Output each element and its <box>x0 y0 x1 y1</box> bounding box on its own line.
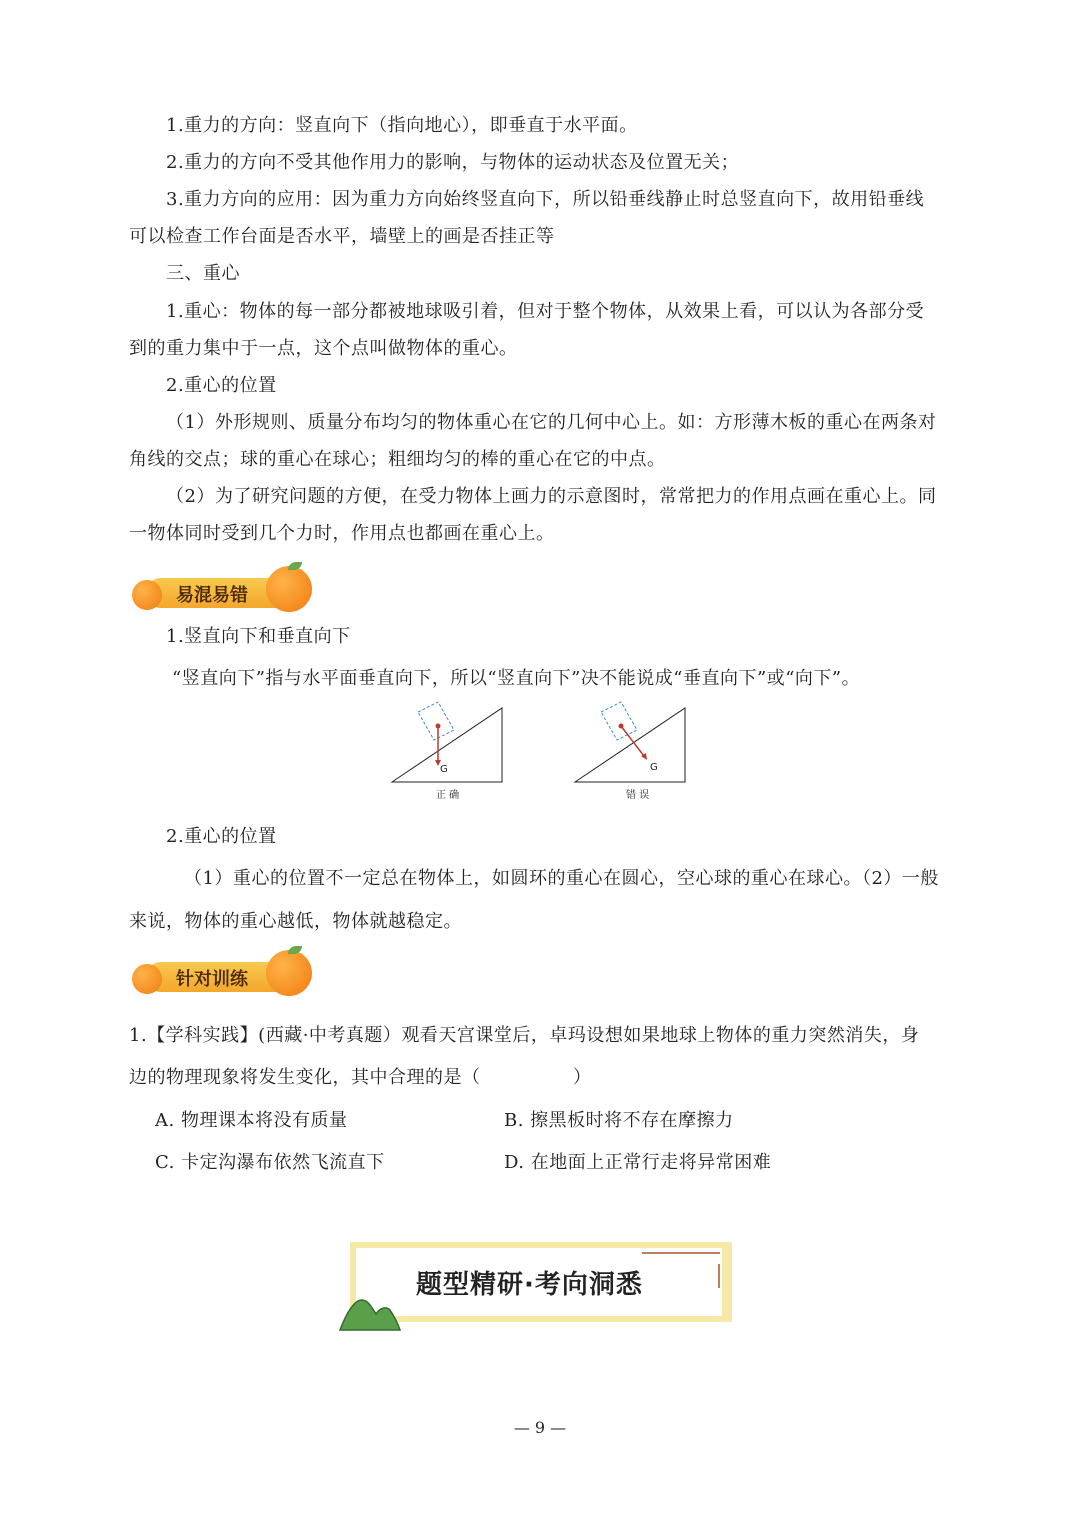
force-label: G <box>650 762 658 773</box>
figure-wrong <box>575 702 685 801</box>
badge-targeted-practice <box>132 958 312 996</box>
confuse-item2-line2: 来说，物体的重心越低，物体就越稳定。 <box>129 911 462 932</box>
badge-confusing-label: 易混易错 <box>176 585 248 606</box>
orange-icon <box>266 950 312 996</box>
wrong-force-arrow <box>621 726 644 756</box>
paragraph-gravity-application-cont: 可以检查工作台面是否水平，墙壁上的画是否挂正等 <box>129 226 555 247</box>
heading-center-of-gravity: 三、重心 <box>166 263 240 284</box>
question1-line2: 边的物理现象将发生变化，其中合理的是（ ） <box>129 1067 592 1088</box>
option-d: D. 在地面上正常行走将异常困难 <box>504 1152 772 1173</box>
badge-confusing-points <box>132 574 312 612</box>
page-number: — 9 — <box>513 1418 567 1437</box>
option-c: C. 卡定沟瀑布依然飞流直下 <box>155 1152 385 1173</box>
confuse-item1-title: 1.竖直向下和垂直向下 <box>166 626 351 647</box>
option-b: B. 擦黑板时将不存在摩擦力 <box>504 1110 734 1131</box>
paragraph-cog-force-diagram-cont: 一物体同时受到几个力时，作用点也都画在重心上。 <box>129 523 555 544</box>
orange-icon <box>132 580 162 610</box>
block-rect <box>601 702 637 740</box>
orange-icon <box>266 566 312 612</box>
confuse-item2-line1: （1）重心的位置不一定总在物体上，如圆环的重心在圆心，空心球的重心在球心。（2）一般 <box>184 868 939 889</box>
paragraph-cog-definition: 1.重心：物体的每一部分都被地球吸引着，但对于整个物体，从效果上看，可以认为各部分受 <box>166 301 925 322</box>
center-of-gravity-dot <box>436 724 441 729</box>
paragraph-gravity-application: 3.重力方向的应用：因为重力方向始终竖直向下，所以铅垂线静止时总竖直向下，故用铅垂线 <box>166 189 925 210</box>
gravity-direction-figure <box>390 700 690 806</box>
block-rect <box>418 702 454 740</box>
option-a: A. 物理课本将没有质量 <box>155 1110 348 1131</box>
incline-triangle <box>575 708 685 782</box>
banner-accent-line <box>718 1264 720 1288</box>
banner-accent-line <box>642 1252 720 1254</box>
paragraph-gravity-independent: 2.重力的方向不受其他作用力的影响，与物体的运动状态及位置无关； <box>166 152 740 173</box>
badge-practice-label: 针对训练 <box>176 969 248 990</box>
force-label: G <box>440 764 448 775</box>
figure-correct <box>392 702 502 801</box>
label-wrong: 错 误 <box>626 790 650 801</box>
center-of-gravity-dot <box>619 724 624 729</box>
question1-line1: 1.【学科实践】(西藏·中考真题）观看天宫课堂后，卓玛设想如果地球上物体的重力突然消失，身 <box>129 1025 920 1046</box>
paragraph-gravity-direction: 1.重力的方向：竖直向下（指向地心），即垂直于水平面。 <box>166 115 638 136</box>
confuse-item2-title: 2.重心的位置 <box>166 826 277 847</box>
paragraph-cog-force-diagram: （2）为了研究问题的方便，在受力物体上画力的示意图时，常常把力的作用点画在重心上。同 <box>166 486 937 507</box>
paragraph-cog-definition-cont: 到的重力集中于一点，这个点叫做物体的重心。 <box>129 338 518 359</box>
paragraph-cog-position-title: 2.重心的位置 <box>166 375 277 396</box>
paragraph-cog-regular-shape: （1）外形规则、质量分布均匀的物体重心在它的几何中心上。如：方形薄木板的重心在两条对 <box>166 412 937 433</box>
paragraph-cog-regular-shape-cont: 角线的交点；球的重心在球心；粗细均匀的棒的重心在它的中点。 <box>129 449 666 470</box>
section-banner <box>350 1242 732 1322</box>
label-correct: 正 确 <box>436 790 460 801</box>
mountain-icon <box>338 1296 402 1332</box>
confuse-item1-text: “竖直向下”指与水平面垂直向下，所以“竖直向下”决不能说成“垂直向下”或“向下”。 <box>172 668 861 689</box>
banner-title: 题型精研·考向洞悉 <box>416 1270 643 1300</box>
orange-icon <box>132 964 162 994</box>
